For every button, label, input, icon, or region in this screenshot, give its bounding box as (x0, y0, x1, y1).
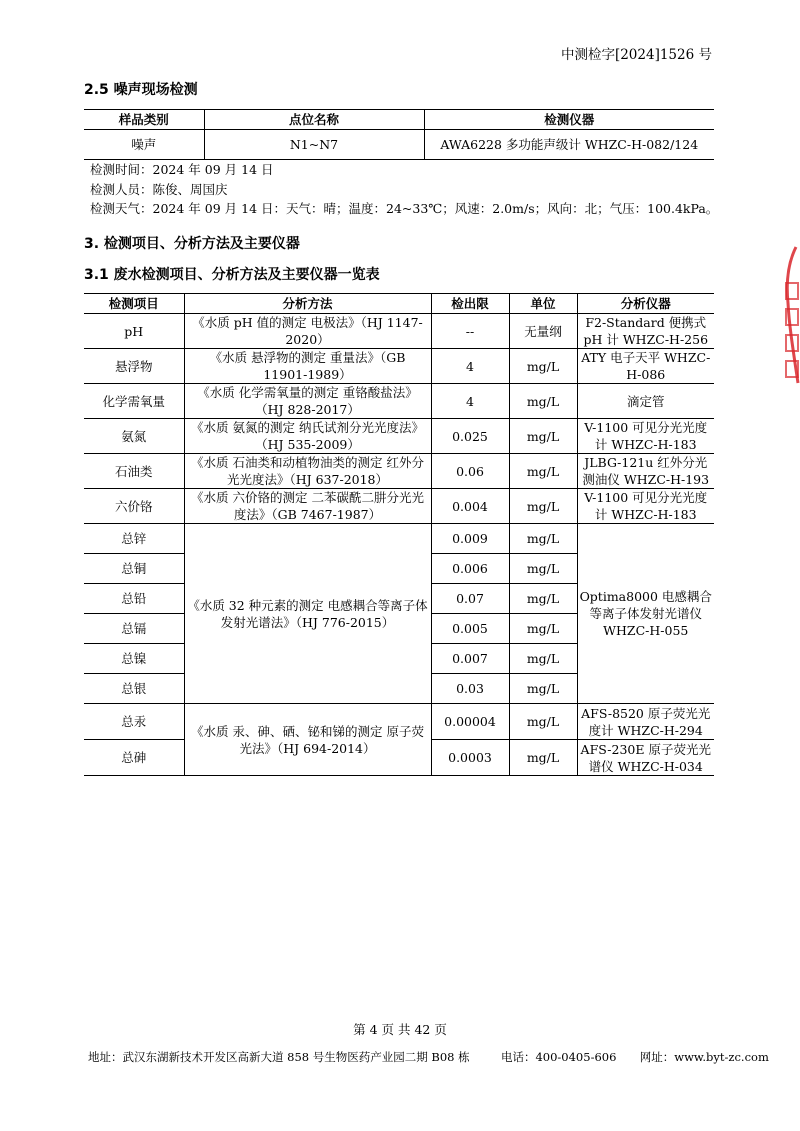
detection-time: 检测时间：2024 年 09 月 14 日 (90, 162, 274, 177)
limit-cell: 0.0003 (431, 740, 509, 776)
instrument-cell: ATY 电子天平 WHZC-H-086 (577, 349, 714, 384)
item-cell: 悬浮物 (84, 349, 184, 384)
detection-staff: 检测人员：陈俊、周国庆 (90, 181, 228, 197)
item-cell: 总砷 (84, 740, 184, 776)
unit-cell: mg/L (509, 614, 577, 644)
limit-cell: -- (431, 314, 509, 349)
method-cell: 《水质 化学需氧量的测定 重铬酸盐法》（HJ 828-2017） (184, 384, 431, 419)
limit-cell: 0.004 (431, 489, 509, 524)
item-cell: 六价铬 (84, 489, 184, 524)
limit-cell: 0.06 (431, 454, 509, 489)
limit-cell: 4 (431, 349, 509, 384)
table-row (84, 130, 714, 160)
limit-cell: 0.009 (431, 524, 509, 554)
document-number: 中测检字[2024]1526 号 (560, 47, 712, 63)
instrument-cell: F2-Standard 便携式 pH 计 WHZC-H-256 (577, 314, 714, 349)
unit-cell: mg/L (509, 674, 577, 704)
noise-col-point: 点位名称 (204, 110, 424, 130)
section-2-5-heading: 2.5 噪声现场检测 (84, 82, 198, 98)
noise-col-sample: 样品类别 (84, 110, 204, 130)
item-cell: 总铅 (84, 584, 184, 614)
method-cell: 《水质 氨氮的测定 纳氏试剂分光光度法》（HJ 535-2009） (184, 419, 431, 454)
footer-website: 网址：www.byt-zc.com (639, 1050, 769, 1064)
unit-cell: mg/L (509, 704, 577, 740)
noise-col-instrument: 检测仪器 (424, 110, 714, 130)
table-row (84, 524, 714, 554)
col-method: 分析方法 (184, 294, 431, 314)
unit-cell: mg/L (509, 524, 577, 554)
wastewater-table (84, 293, 714, 776)
unit-cell: mg/L (509, 419, 577, 454)
unit-cell: mg/L (509, 644, 577, 674)
section-3-1-heading: 3.1 废水检测项目、分析方法及主要仪器一览表 (84, 267, 380, 283)
noise-table (84, 109, 714, 160)
limit-cell: 4 (431, 384, 509, 419)
col-limit: 检出限 (431, 294, 509, 314)
method-cell: 《水质 六价铬的测定 二苯碳酰二肼分光光度法》（GB 7467-1987） (184, 489, 431, 524)
instrument-cell: V-1100 可见分光光度计 WHZC-H-183 (577, 419, 714, 454)
col-instrument: 分析仪器 (577, 294, 714, 314)
unit-cell: mg/L (509, 489, 577, 524)
instrument-cell: 滴定管 (577, 384, 714, 419)
footer (88, 1049, 769, 1065)
instrument-cell: V-1100 可见分光光度计 WHZC-H-183 (577, 489, 714, 524)
item-cell: 总锌 (84, 524, 184, 554)
unit-cell: mg/L (509, 740, 577, 776)
limit-cell: 0.006 (431, 554, 509, 584)
unit-cell: mg/L (509, 584, 577, 614)
item-cell: 总汞 (84, 704, 184, 740)
table-cell: AWA6228 多功能声级计 WHZC-H-082/124 (424, 130, 714, 160)
unit-cell: mg/L (509, 384, 577, 419)
limit-cell: 0.03 (431, 674, 509, 704)
item-cell: 总铜 (84, 554, 184, 584)
item-cell: 总镍 (84, 644, 184, 674)
table-row (84, 384, 714, 419)
unit-cell: mg/L (509, 554, 577, 584)
item-cell: 总镉 (84, 614, 184, 644)
table-row (84, 489, 714, 524)
limit-cell: 0.005 (431, 614, 509, 644)
table-cell: 噪声 (84, 130, 204, 160)
footer-address: 地址：武汉东湖新技术开发区高新大道 858 号生物医药产业园二期 B08 栋 (88, 1050, 470, 1064)
instrument-cell: AFS-230E 原子荧光光谱仪 WHZC-H-034 (577, 740, 714, 776)
unit-cell: mg/L (509, 454, 577, 489)
table-row (84, 349, 714, 384)
page-number: 第 4 页 共 42 页 (353, 1022, 447, 1037)
afs-method-cell: 《水质 汞、砷、硒、铋和锑的测定 原子荧光法》（HJ 694-2014） (184, 704, 431, 776)
method-cell: 《水质 pH 值的测定 电极法》（HJ 1147-2020） (184, 314, 431, 349)
detection-weather: 检测天气：2024 年 09 月 14 日：天气：晴；温度：24~33℃；风速：2.0m/s；风向：北；气压：100.4kPa。 (90, 201, 719, 216)
table-row (84, 704, 714, 740)
method-cell: 《水质 石油类和动植物油类的测定 红外分光光度法》（HJ 637-2018） (184, 454, 431, 489)
unit-cell: 无量纲 (509, 314, 577, 349)
instrument-cell: JLBG-121u 红外分光测油仪 WHZC-H-193 (577, 454, 714, 489)
stamp-fragment (782, 243, 800, 393)
item-cell: 化学需氧量 (84, 384, 184, 419)
method-cell: 《水质 悬浮物的测定 重量法》（GB 11901-1989） (184, 349, 431, 384)
table-cell: N1~N7 (204, 130, 424, 160)
section-3-heading: 3. 检测项目、分析方法及主要仪器 (84, 236, 300, 252)
icp-instrument-cell: Optima8000 电感耦合等离子体发射光谱仪 WHZC-H-055 (577, 524, 714, 704)
item-cell: 总银 (84, 674, 184, 704)
col-unit: 单位 (509, 294, 577, 314)
item-cell: 石油类 (84, 454, 184, 489)
item-cell: 氨氮 (84, 419, 184, 454)
limit-cell: 0.025 (431, 419, 509, 454)
instrument-cell: AFS-8520 原子荧光光度计 WHZC-H-294 (577, 704, 714, 740)
limit-cell: 0.00004 (431, 704, 509, 740)
table-row (84, 314, 714, 349)
col-item: 检测项目 (84, 294, 184, 314)
noise-notes (90, 160, 718, 219)
footer-phone: 电话：400-0405-606 (500, 1050, 617, 1064)
icp-method-cell: 《水质 32 种元素的测定 电感耦合等离子体发射光谱法》（HJ 776-2015） (184, 524, 431, 704)
table-row (84, 419, 714, 454)
item-cell: pH (84, 314, 184, 349)
limit-cell: 0.07 (431, 584, 509, 614)
limit-cell: 0.007 (431, 644, 509, 674)
unit-cell: mg/L (509, 349, 577, 384)
table-row (84, 454, 714, 489)
